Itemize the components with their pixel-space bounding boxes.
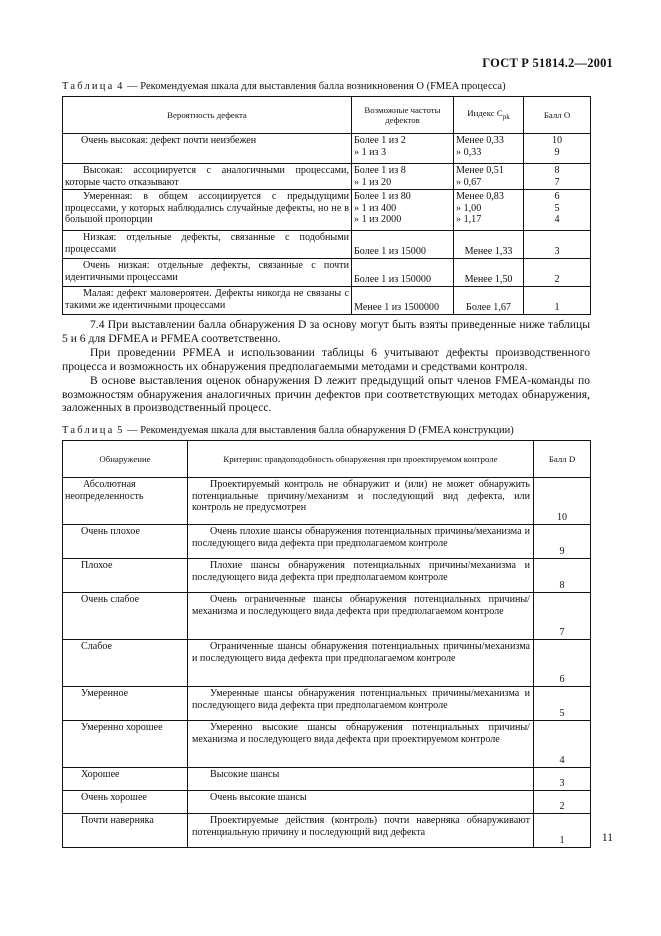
score-d-cell: 2 bbox=[534, 791, 591, 814]
standard-header: ГОСТ Р 51814.2—2001 bbox=[482, 56, 613, 70]
paragraph-2: При проведении PFMEA и использовании таблицы 6 учитывают дефекты производственного процесса и возможность их обнаружения предполагаемыми методами и средствами контроля. bbox=[62, 346, 590, 373]
col-index: Индекс $C_{pk}$ bbox=[454, 97, 524, 134]
score-cell bbox=[524, 164, 591, 190]
detection-cell: Слабое bbox=[63, 640, 188, 687]
table4-row bbox=[63, 164, 591, 190]
table5-caption-label: Таблица bbox=[62, 425, 115, 436]
score-cell bbox=[524, 231, 591, 259]
paragraph-1: 7.4 При выставлении балла обнаружения D за основу могут быть взяты приведенные ниже таблицы 5 и 6 для DFMEA и PFMEA соответственно. bbox=[62, 318, 590, 345]
index-cell-line: » 1,17 bbox=[456, 214, 482, 225]
index-cell-line: Менее 0,51 bbox=[456, 165, 504, 176]
table5-header-row bbox=[63, 441, 591, 478]
table5-row bbox=[63, 559, 591, 593]
score-d-cell: 8 bbox=[534, 559, 591, 593]
criteria-cell: Очень ограниченные шансы обнаружения потенциальных причины/механизма и последующего вида дефекта при предполагаемом контроле bbox=[188, 593, 534, 640]
score-cell-line: 10 bbox=[551, 135, 563, 146]
table5-row bbox=[63, 478, 591, 525]
table4 bbox=[62, 96, 591, 315]
table5-row bbox=[63, 593, 591, 640]
table4-row bbox=[63, 190, 591, 231]
table4-header-row bbox=[63, 97, 591, 134]
detection-cell: Очень плохое bbox=[63, 525, 188, 559]
freq-cell-line: » 1 из 20 bbox=[354, 176, 392, 188]
index-cell bbox=[454, 287, 524, 315]
criteria-cell: Плохие шансы обнаружения потенциальных причины/механизма и последующего вида дефекта при предполагаемом контроле bbox=[188, 559, 534, 593]
freq-cell-line: Более 1 из 2 bbox=[354, 135, 406, 146]
index-cell bbox=[454, 134, 524, 164]
score-cell-line: 5 bbox=[554, 202, 560, 214]
probability-cell: Очень низкая: отдельные дефекты, связанные с почти идентичными процессами bbox=[63, 259, 352, 287]
freq-cell bbox=[352, 164, 454, 190]
detection-cell: Абсолютная неопределенность bbox=[63, 478, 188, 525]
table4-body bbox=[63, 134, 591, 315]
table5-row bbox=[63, 721, 591, 768]
table5-row bbox=[63, 640, 591, 687]
score-d-cell: 6 bbox=[534, 640, 591, 687]
freq-cell-line: Более 1 из 80 bbox=[354, 191, 411, 202]
detection-cell: Очень хорошее bbox=[63, 791, 188, 814]
table5-caption bbox=[62, 425, 514, 436]
criteria-cell: Очень высокие шансы bbox=[188, 791, 534, 814]
probability-cell: Низкая: отдельные дефекты, связанные с подобными процессами bbox=[63, 231, 352, 259]
freq-cell bbox=[352, 134, 454, 164]
index-cell-line: Менее 0,83 bbox=[456, 191, 504, 202]
table4-caption-label: Таблица bbox=[62, 81, 115, 92]
table5-body bbox=[63, 478, 591, 848]
score-cell-line: 3 bbox=[554, 245, 560, 257]
freq-cell-line: » 1 из 400 bbox=[354, 202, 397, 214]
score-cell-line: 1 bbox=[554, 301, 560, 313]
freq-cell bbox=[352, 259, 454, 287]
detection-cell: Умеренно хорошее bbox=[63, 721, 188, 768]
table5-row bbox=[63, 768, 591, 791]
table5-row bbox=[63, 814, 591, 848]
criteria-cell: Проектируемые действия (контроль) почти наверняка обнаруживают потенциальную причину и последующий вид дефекта bbox=[188, 814, 534, 848]
criteria-cell: Умеренные шансы обнаружения потенциальных причины/механизма и последующего вида дефекта при предполагаемом контроле bbox=[188, 687, 534, 721]
index-cell bbox=[454, 231, 524, 259]
freq-cell-line: Менее 1 из 1500000 bbox=[354, 301, 440, 313]
score-cell-line: 6 bbox=[554, 191, 560, 202]
score-d-cell: 7 bbox=[534, 593, 591, 640]
freq-cell-line: Более 1 из 15000 bbox=[354, 245, 426, 257]
table5-row bbox=[63, 525, 591, 559]
table4-caption-text: — Рекомендуемая шкала для выставления балла возникновения О (FMEA процесса) bbox=[127, 81, 506, 92]
score-cell bbox=[524, 134, 591, 164]
detection-cell: Плохое bbox=[63, 559, 188, 593]
detection-cell: Почти наверняка bbox=[63, 814, 188, 848]
page-number: 11 bbox=[601, 832, 613, 844]
score-cell-line: 8 bbox=[554, 165, 560, 176]
freq-cell bbox=[352, 231, 454, 259]
criteria-cell: Умеренно высокие шансы обнаружения потенциальных причины/механизма и последующего вида дефекта при проектируемом контроле bbox=[188, 721, 534, 768]
score-d-cell: 1 bbox=[534, 814, 591, 848]
col-score-d: Балл D bbox=[534, 441, 591, 478]
probability-cell: Малая: дефект маловероятен. Дефекты никогда не связаны с такими же идентичными процессами bbox=[63, 287, 352, 315]
criteria-cell: Высокие шансы bbox=[188, 768, 534, 791]
score-cell bbox=[524, 259, 591, 287]
freq-cell bbox=[352, 190, 454, 231]
score-cell-line: 2 bbox=[554, 273, 560, 285]
table4-caption-number: 4 bbox=[117, 81, 125, 92]
criteria-cell: Ограниченные шансы обнаружения потенциальных причины/механизма и последующего вида дефекта при предполагаемом контроле bbox=[188, 640, 534, 687]
score-d-cell: 10 bbox=[534, 478, 591, 525]
criteria-cell: Очень плохие шансы обнаружения потенциальных причины/механизма и последующего вида дефекта при предполагаемом контроле bbox=[188, 525, 534, 559]
freq-cell-line: » 1 из 2000 bbox=[354, 214, 402, 225]
index-cell bbox=[454, 190, 524, 231]
detection-cell: Очень слабое bbox=[63, 593, 188, 640]
score-d-cell: 5 bbox=[534, 687, 591, 721]
probability-cell: Умеренная: в общем ассоциируется с предыдущими процессами, у которых наблюдались случайные дефекты, но не в большой пропорции bbox=[63, 190, 352, 231]
table4-row bbox=[63, 134, 591, 164]
freq-cell-line: Более 1 из 8 bbox=[354, 165, 406, 176]
index-cell bbox=[454, 259, 524, 287]
index-cell-line: » 0,33 bbox=[456, 146, 482, 158]
score-cell bbox=[524, 190, 591, 231]
score-cell-line: 4 bbox=[554, 214, 560, 225]
index-cell-line: Менее 1,33 bbox=[464, 245, 513, 257]
detection-cell: Хорошее bbox=[63, 768, 188, 791]
score-cell bbox=[524, 287, 591, 315]
table4-caption bbox=[62, 81, 506, 92]
col-score: Балл О bbox=[524, 97, 591, 134]
col-frequency: Возможные частоты дефектов bbox=[352, 97, 454, 134]
criteria-cell: Проектируемый контроль не обнаружит и (или) не может обнаружить потенциальные причину/механизм и последующий вид дефекта, или контроль не предусмотрен bbox=[188, 478, 534, 525]
table5-caption-text: — Рекомендуемая шкала для выставления балла обнаружения D (FMEA конструкции) bbox=[127, 425, 514, 436]
freq-cell bbox=[352, 287, 454, 315]
table4-row bbox=[63, 231, 591, 259]
score-d-cell: 3 bbox=[534, 768, 591, 791]
freq-cell-line: » 1 из 3 bbox=[354, 146, 387, 158]
col-probability: Вероятность дефекта bbox=[63, 97, 352, 134]
score-d-cell: 4 bbox=[534, 721, 591, 768]
table5-row bbox=[63, 687, 591, 721]
probability-cell: Высокая: ассоциируется с аналогичными процессами, которые часто отказывают bbox=[63, 164, 352, 190]
freq-cell-line: Более 1 из 150000 bbox=[354, 273, 431, 285]
table5 bbox=[62, 440, 591, 848]
table5-caption-number: 5 bbox=[117, 425, 125, 436]
table4-row bbox=[63, 259, 591, 287]
score-d-cell: 9 bbox=[534, 525, 591, 559]
col-detection: Обнаружение bbox=[63, 441, 188, 478]
probability-cell: Очень высокая: дефект почти неизбежен bbox=[63, 134, 352, 164]
index-cell-line: » 0,67 bbox=[456, 176, 482, 188]
score-cell-line: 9 bbox=[554, 146, 560, 158]
index-cell-line: Менее 1,50 bbox=[464, 273, 513, 285]
paragraph-3: В основе выставления оценок обнаружения D лежит предыдущий опыт членов FMEA-команды по возможностям обнаружения аналогичных причин дефектов при соответствующих методах обнаружения, заложенных в производственный процесс. bbox=[62, 374, 590, 415]
index-cell-line: » 1,00 bbox=[456, 202, 482, 214]
score-cell-line: 7 bbox=[554, 176, 560, 188]
table4-row bbox=[63, 287, 591, 315]
index-cell-line: Более 1,67 bbox=[466, 301, 511, 313]
detection-cell: Умеренное bbox=[63, 687, 188, 721]
index-cell-line: Менее 0,33 bbox=[456, 135, 504, 146]
col-criteria: Критерии: правдоподобность обнаружения при проектируемом контроле bbox=[188, 441, 534, 478]
table5-row bbox=[63, 791, 591, 814]
index-cell bbox=[454, 164, 524, 190]
